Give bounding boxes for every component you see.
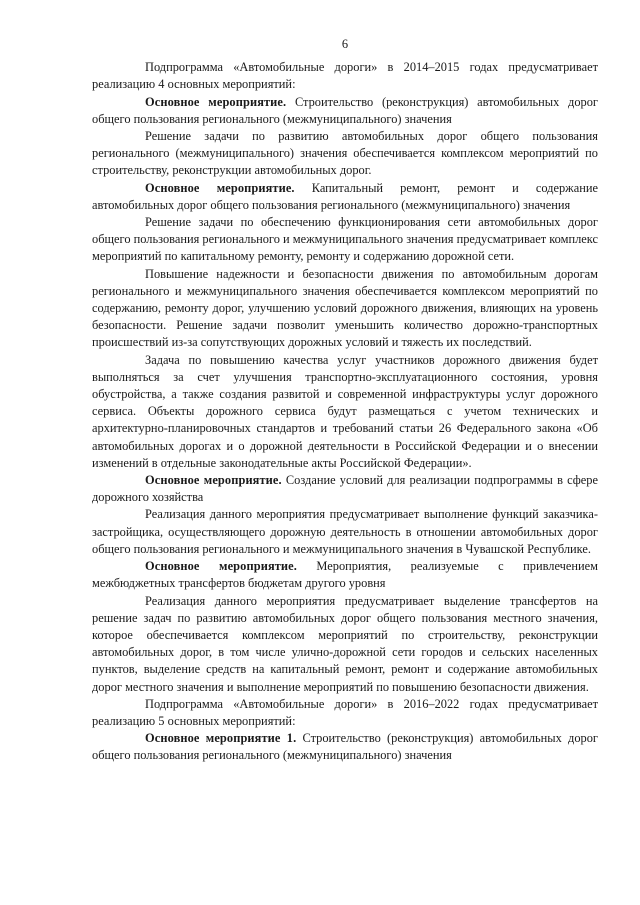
paragraph: [92, 59, 598, 93]
paragraph-lead: Основное мероприятие.: [145, 473, 282, 488]
paragraph: [92, 730, 598, 764]
paragraph: [92, 506, 598, 558]
paragraph-lead: Основное мероприятие.: [145, 94, 287, 109]
paragraph-text: Реализация данного мероприятия предусматривает выделение трансфертов на решение задач по развитию автомобильных дорог общего пользования местного значения, которое обеспечивается комплексом мероприятий по строительству, реконструкции автомобильных дорог, в том числе улично-дорожной сети городов и сельских населенных пунктов, выделение средств на капитальный ремонт, ремонт и содержание автомобильных дорог местного значения и выполнение мероприятий по повышению безопасности движения.: [92, 593, 598, 694]
paragraph: [92, 94, 598, 128]
paragraph-lead: Основное мероприятие 1.: [145, 731, 297, 746]
paragraph-lead: Основное мероприятие.: [145, 559, 297, 574]
paragraph: [92, 472, 598, 506]
paragraph-text: Реализация данного мероприятия предусматривает выполнение функций заказчика-застройщика, осуществляющего дорожную деятельность в отношении автомобильных дорог общего пользования регионального и межмуниципального значения в Чувашской Республике.: [92, 507, 598, 556]
paragraph: [92, 266, 598, 352]
paragraph-text: Подпрограмма «Автомобильные дороги» в 2016–2022 годах предусматривает реализацию 5 основных мероприятий:: [92, 696, 598, 728]
paragraph-text: Решение задачи по развитию автомобильных дорог общего пользования регионального (межмуниципального) значения обеспечивается комплексом мероприятий по строительству, реконструкции автомобильных дорог.: [92, 129, 598, 178]
paragraph: [92, 214, 598, 266]
paragraph-text: Создание условий для реализации подпрограммы в сфере дорожного хозяйства: [92, 473, 598, 505]
paragraph-lead: Основное мероприятие.: [145, 180, 295, 195]
paragraph-text: Повышение надежности и безопасности движения по автомобильным дорогам регионального и межмуниципального значения обеспечивается комплексом мероприятий по содержанию, ремонту дорог, улучшению условий дорожного движения, влияющих на уровень безопасности. Решение задачи позволит уменьшить количество дорожно-транспортных происшествий из-за сопутствующих дорожных условий и тяжесть их последствий.: [92, 266, 598, 350]
paragraph: [92, 593, 598, 696]
paragraph-text: Задача по повышению качества услуг участников дорожного движения будет выполняться за счет улучшения транспортно-эксплуатационного состояния, уровня обустройства, а также создания развитой и современной инфраструктуры услуг дорожного сервиса. Объекты дорожного сервиса будут размещаться с учетом технических и архитектурно-планировочных стандартов и требований статьи 26 Федерального закона «Об автомобильных дорогах и о дорожной деятельности в Российской Федерации и о внесении изменений в отдельные законодательные акты Российской Федерации».: [92, 352, 598, 470]
paragraph: [92, 558, 598, 592]
paragraph-text: Мероприятия, реализуемые с привлечением межбюджетных трансфертов бюджетам другого уровня: [92, 559, 598, 591]
paragraph: [92, 352, 598, 472]
paragraph-text: Подпрограмма «Автомобильные дороги» в 2014–2015 годах предусматривает реализацию 4 основных мероприятий:: [92, 60, 598, 92]
paragraph-text: Строительство (реконструкция) автомобильных дорог общего пользования регионального (межмуниципального) значения: [92, 94, 599, 126]
paragraph-text: Капитальный ремонт, ремонт и содержание автомобильных дорог общего пользования регионального (межмуниципального) значения: [92, 180, 598, 212]
paragraph: [92, 128, 598, 180]
page-number: 6: [341, 37, 349, 51]
paragraph-text: Строительство (реконструкция) автомобильных дорог общего пользования регионального (межмуниципального) значения: [92, 731, 598, 763]
paragraph: [92, 180, 598, 214]
paragraph: [92, 696, 598, 730]
paragraph-text: Решение задачи по обеспечению функционирования сети автомобильных дорог общего пользования регионального и межмуниципального значения предусматривает комплекс мероприятий по капитальному ремонту, ремонту и содержанию дорожной сети.: [92, 215, 598, 264]
